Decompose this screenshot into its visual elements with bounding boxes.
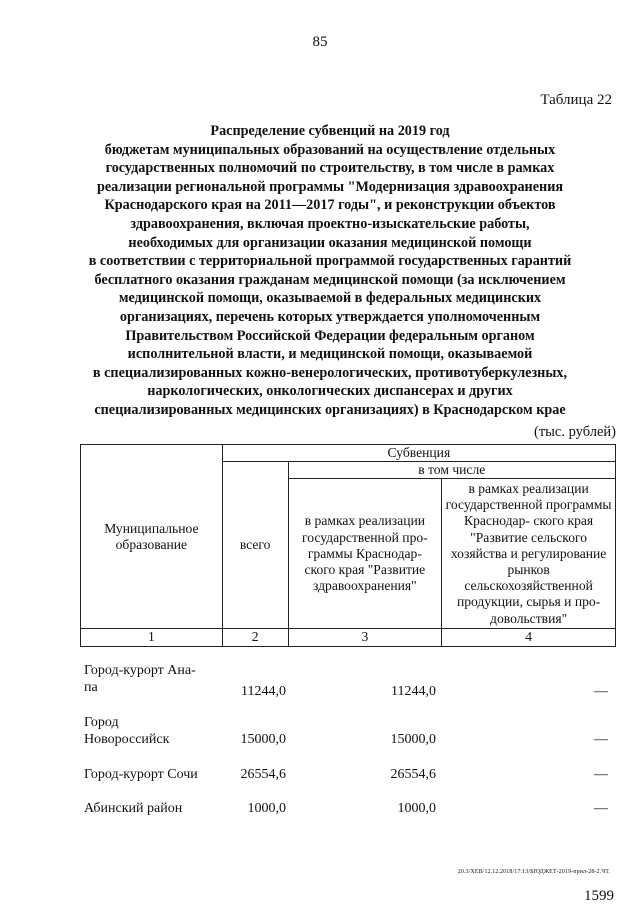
title-line: медицинской помощи, оказываемой в федеральных медицинских: [118, 290, 542, 307]
title-line: Распределение субвенций на 2019 год: [210, 123, 450, 139]
row-name-line: па: [84, 680, 98, 695]
table-row: [80, 766, 616, 800]
title-line: необходимых для организации оказания медицинской помощи: [128, 234, 532, 251]
title-line: специализированных медицинских организациях) в Краснодарском крае: [94, 401, 566, 418]
row-health-value: 15000,0: [390, 732, 436, 747]
row-health-value: 26554,6: [390, 767, 436, 782]
header-including: в том числе: [288, 462, 615, 479]
row-name-line: Город-курорт Ана-: [84, 663, 196, 678]
units-label: (тыс. рублей): [534, 424, 616, 440]
header-subvention: Субвенция: [222, 445, 615, 462]
corner-page-number: 1599: [584, 888, 614, 904]
title-line: в специализированных кожно-венерологических, противотуберкулезных,: [92, 364, 568, 381]
header-total: всего: [222, 462, 288, 629]
title-line: здравоохранения, включая проектно-изыскательские работы,: [130, 215, 530, 232]
row-agriculture-value: —: [594, 684, 608, 699]
row-total: 1000,0: [247, 801, 286, 816]
row-total: 15000,0: [240, 732, 286, 747]
title-line: Правительством Российской Федерации федеральным органом: [125, 327, 535, 344]
header-municipality: Муниципальное образование: [81, 445, 223, 629]
column-number: 3: [288, 629, 442, 646]
table-body: [80, 662, 616, 820]
table-row: [80, 662, 616, 714]
table-row: [80, 800, 616, 820]
subvention-table-header: [80, 444, 616, 647]
title-line: реализации региональной программы "Модернизация здравоохранения: [96, 178, 564, 195]
column-number: 4: [442, 629, 616, 646]
table-row: [80, 714, 616, 766]
row-name-line: Новороссийск: [84, 732, 170, 747]
column-number: 2: [222, 629, 288, 646]
title-line: Краснодарского края на 2011—2017 годы", и реконструкции объектов: [104, 197, 556, 214]
row-health-value: 11244,0: [391, 684, 436, 699]
row-agriculture-value: —: [594, 732, 608, 747]
row-name: [84, 766, 218, 783]
title-line: бюджетам муниципальных образований на осуществление отдельных: [104, 141, 556, 158]
row-name-line: Город-курорт Сочи: [84, 767, 198, 782]
row-name: [84, 800, 218, 817]
row-total: 26554,6: [240, 767, 286, 782]
title-line: государственных полномочий по строительству, в том числе в рамках: [105, 160, 555, 177]
row-name-line: Город: [84, 715, 119, 730]
row-agriculture-value: —: [594, 767, 608, 782]
row-health-value: 1000,0: [397, 801, 436, 816]
title-line: бесплатного оказания гражданам медицинской помощи (за исключением: [94, 271, 566, 288]
row-agriculture-value: —: [594, 801, 608, 816]
row-name-line: Абинский район: [84, 801, 183, 816]
document-title: [70, 122, 590, 420]
header-health-program: в рамках реализации государственной про- граммы Краснодар- ского края "Развитие здравоохранения": [288, 479, 442, 629]
row-name: [84, 714, 218, 748]
title-line: в соответствии с территориальной программой государственных гарантий: [88, 253, 572, 270]
header-agriculture-program: в рамках реализации государственной программы Краснодар- ского края "Развитие сельского хозяйства и регулирование рынков сельскохозяйственной продукции, сырья и про- довольствия": [442, 479, 616, 629]
row-total: 11244,0: [241, 684, 286, 699]
title-line: организациях, перечень которых утверждается уполномоченным: [119, 308, 541, 325]
footer-document-code: 20.3/ХЕВ/12.12.2018/17:13/БЮДЖЕТ-2019-прил-28-2.ЧТ.: [457, 869, 610, 875]
title-line: наркологических, онкологических диспансерах и других: [147, 383, 513, 400]
row-name: [84, 662, 218, 696]
table-label: Таблица 22: [540, 92, 612, 108]
column-number: 1: [81, 629, 223, 646]
page-number: 85: [312, 34, 328, 50]
title-line: исполнительной власти, и медицинской помощи, оказываемой: [127, 346, 533, 363]
